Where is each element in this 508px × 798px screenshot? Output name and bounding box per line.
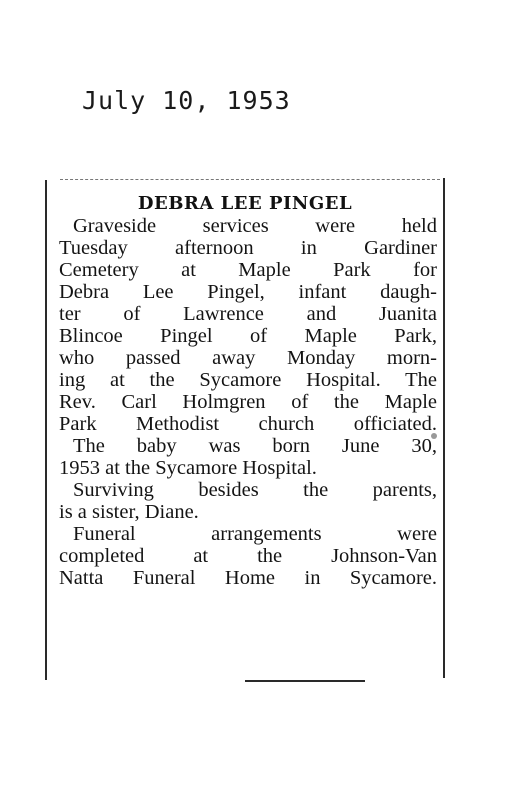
obituary-headline: DEBRA LEE PINGEL xyxy=(137,193,353,214)
clipping-bottom-rule xyxy=(245,680,365,682)
clipping-top-border xyxy=(60,179,440,180)
article-line: Park Methodist church officiated. xyxy=(59,413,437,435)
article-line: ing at the Sycamore Hospital. The xyxy=(59,369,437,391)
article-line: Rev. Carl Holmgren of the Maple xyxy=(59,391,437,413)
article-line: Graveside services were held xyxy=(73,215,437,237)
article-line: The baby was born June 30, xyxy=(73,435,437,457)
article-line: completed at the Johnson-Van xyxy=(59,545,437,567)
article-line: Natta Funeral Home in Sycamore. xyxy=(59,567,437,589)
obituary-body xyxy=(59,215,437,589)
clipping-date: July 10, 1953 xyxy=(82,86,291,115)
article-line: Tuesday afternoon in Gardiner xyxy=(59,237,437,259)
clipping-right-border xyxy=(443,178,445,678)
article-line: Blincoe Pingel of Maple Park, xyxy=(59,325,437,347)
newspaper-clipping xyxy=(45,175,445,690)
article-line: 1953 at the Sycamore Hospital. xyxy=(59,457,317,479)
article-line: ter of Lawrence and Juanita xyxy=(59,303,437,325)
article-line: is a sister, Diane. xyxy=(59,501,199,523)
article-line: who passed away Monday morn- xyxy=(59,347,437,369)
clipping-left-border xyxy=(45,180,47,680)
article-line: Surviving besides the parents, xyxy=(73,479,437,501)
article-line: Debra Lee Pingel, infant daugh- xyxy=(59,281,437,303)
article-line: Funeral arrangements were xyxy=(73,523,437,545)
article-line: Cemetery at Maple Park for xyxy=(59,259,437,281)
